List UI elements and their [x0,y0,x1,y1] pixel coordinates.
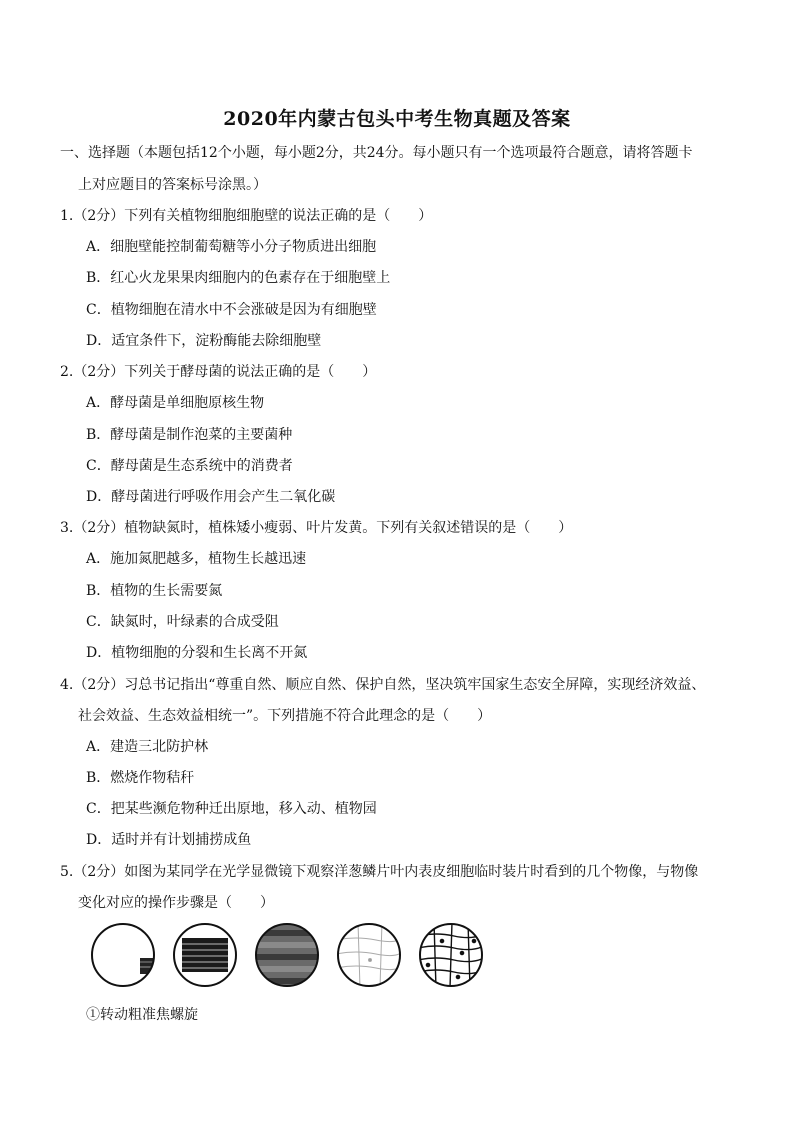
question-3-option-a: A．施加氮肥越多，植物生长越迅速 [86,551,307,567]
microscope-figures [90,922,510,988]
question-3-option-b: B．植物的生长需要氮 [86,583,223,599]
question-4-option-c: C．把某些濒危物种迁出原地，移入动、植物园 [86,801,377,817]
microscope-field-4 [336,922,402,988]
section-heading-line-1: 一、选择题（本题包括12个小题，每小题2分，共24分。每小题只有一个选项最符合题意，请将答题卡 [60,145,693,161]
microscope-field-1 [90,922,156,988]
question-2-stem: 2.（2分）下列关于酵母菌的说法正确的是（ ） [60,364,377,380]
question-3-stem: 3.（2分）植物缺氮时，植株矮小瘦弱、叶片发黄。下列有关叙述错误的是（ ） [60,520,573,536]
figure-step-1: ①转动粗准焦螺旋 [86,1007,198,1023]
microscope-field-3 [254,922,320,988]
question-5-stem-line-1: 5.（2分）如图为某同学在光学显微镜下观察洋葱鳞片叶内表皮细胞临时装片时看到的几个物像，与物像 [60,864,699,880]
question-4-stem-line-2: 社会效益、生态效益相统一”。下列措施不符合此理念的是（ ） [78,708,492,724]
question-3-option-c: C．缺氮时，叶绿素的合成受阻 [86,614,279,630]
question-4-option-b: B．燃烧作物秸秆 [86,770,195,786]
question-1-option-b: B．红心火龙果果肉细胞内的色素存在于细胞壁上 [86,270,391,286]
microscope-field-2 [172,922,238,988]
page-title: 2020年内蒙古包头中考生物真题及答案 [223,108,571,130]
question-1-option-a: A．细胞壁能控制葡萄糖等小分子物质进出细胞 [86,239,377,255]
question-2-option-b: B．酵母菌是制作泡菜的主要菌种 [86,427,293,443]
question-1-stem: 1.（2分）下列有关植物细胞细胞壁的说法正确的是（ ） [60,208,433,224]
question-4-option-a: A．建造三北防护林 [86,739,209,755]
question-5-stem-line-2: 变化对应的操作步骤是（ ） [78,895,274,911]
microscope-field-5 [418,922,484,988]
question-3-option-d: D．植物细胞的分裂和生长离不开氮 [86,645,308,661]
question-1-option-c: C．植物细胞在清水中不会涨破是因为有细胞壁 [86,302,377,318]
question-2-option-a: A．酵母菌是单细胞原核生物 [86,395,265,411]
question-4-option-d: D．适时并有计划捕捞成鱼 [86,832,252,848]
question-4-stem-line-1: 4.（2分）习总书记指出“尊重自然、顺应自然、保护自然，坚决筑牢国家生态安全屏障，实现经济效益、 [60,677,706,693]
question-2-option-d: D．酵母菌进行呼吸作用会产生二氧化碳 [86,489,336,505]
question-2-option-c: C．酵母菌是生态系统中的消费者 [86,458,293,474]
question-1-option-d: D．适宜条件下，淀粉酶能去除细胞壁 [86,333,322,349]
section-heading-line-2: 上对应题目的答案标号涂黑。） [78,177,267,193]
